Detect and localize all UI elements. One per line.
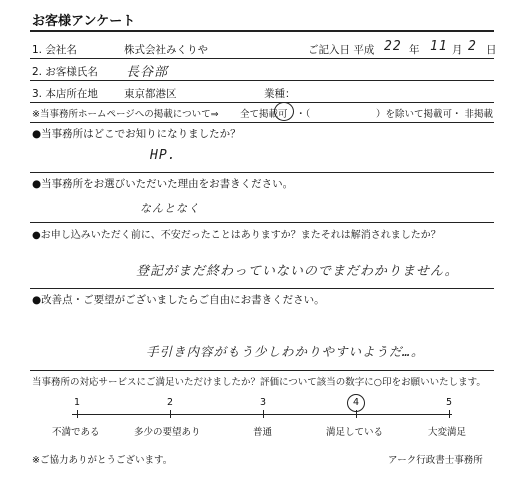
industry-label: 業種： xyxy=(264,88,296,100)
row-divider xyxy=(30,370,494,371)
address-label: 3. 本店所在地 xyxy=(32,88,98,100)
company-value: 株式会社みくりや xyxy=(124,44,208,56)
row-divider xyxy=(30,122,494,123)
row-divider xyxy=(30,80,494,81)
name-label: 2. お客様氏名 xyxy=(32,66,98,78)
rating-question: 当事務所の対応サービスにご満足いただけましたか？評価について該当の数字に○印をお願いいたします。 xyxy=(32,377,486,388)
footer-office: アーク行政書士事務所 xyxy=(388,455,483,466)
rating-label-5: 大変満足 xyxy=(428,427,467,438)
rating-tick xyxy=(263,410,264,418)
publish-option-all: 全て掲載可 xyxy=(240,109,288,120)
rating-number-5: 5 xyxy=(446,397,453,408)
publish-option-partial: ）を除いて掲載可 xyxy=(376,109,453,120)
form-title: お客様アンケート xyxy=(32,14,136,29)
date-year-unit: 年 xyxy=(409,44,420,56)
row-divider xyxy=(30,102,494,103)
row-divider xyxy=(30,172,494,173)
rating-number-2: 2 xyxy=(167,397,174,408)
rating-label-3: 普通 xyxy=(253,427,273,438)
rating-label-2: 多少の要望あり xyxy=(134,427,201,438)
publish-separator: ・（ xyxy=(296,109,311,120)
name-value: 長谷部 xyxy=(126,65,169,80)
answer-1: HP. xyxy=(150,148,177,163)
rating-label-4: 満足している xyxy=(326,427,384,438)
date-month-unit: 月 xyxy=(452,44,463,56)
rating-tick xyxy=(170,410,171,418)
answer-2: なんとなく xyxy=(140,202,200,215)
answer-3: 登記がまだ終わっていないのでまだわかりません。 xyxy=(136,264,459,279)
rating-label-1: 不満である xyxy=(52,427,100,438)
publish-selected-circle xyxy=(274,102,294,121)
company-label: 1. 会社名 xyxy=(32,44,77,56)
date-label: ご記入日 平成 xyxy=(308,44,375,56)
title-underline xyxy=(30,30,494,32)
rating-selected-circle xyxy=(347,394,365,412)
question-3: ●お申し込みいただく前に、不安だったことはありますか？またそれは解消されましたか？ xyxy=(32,230,441,241)
rating-tick xyxy=(449,410,450,418)
question-4: ●改善点・ご要望がございましたらご自由にお書きください。 xyxy=(32,294,325,306)
answer-4: 手引き内容がもう少しわかりやすいようだ…。 xyxy=(146,344,425,359)
address-value: 東京都港区 xyxy=(124,88,177,100)
publish-label: ※当事務所ホームページへの掲載について⇒ xyxy=(32,109,219,120)
rating-number-1: 1 xyxy=(74,397,81,408)
rating-number-4: 4 xyxy=(353,397,360,408)
date-day-unit: 日 xyxy=(486,44,497,56)
date-day-value: 2 xyxy=(468,39,477,54)
row-divider xyxy=(30,58,494,59)
date-month-value: 11 xyxy=(430,39,448,54)
row-divider xyxy=(30,222,494,223)
footer-thanks: ※ご協力ありがとうございます。 xyxy=(32,455,173,466)
rating-number-3: 3 xyxy=(260,397,267,408)
row-divider xyxy=(30,288,494,289)
question-2: ●当事務所をお選びいただいた理由をお書きください。 xyxy=(32,178,294,190)
publish-option-no: ・ 非掲載 xyxy=(452,109,494,120)
question-1: ●当事務所はどこでお知りになりましたか？ xyxy=(32,128,241,140)
date-year-value: 22 xyxy=(384,39,402,54)
rating-scale-line xyxy=(72,414,452,415)
rating-tick xyxy=(77,410,78,418)
